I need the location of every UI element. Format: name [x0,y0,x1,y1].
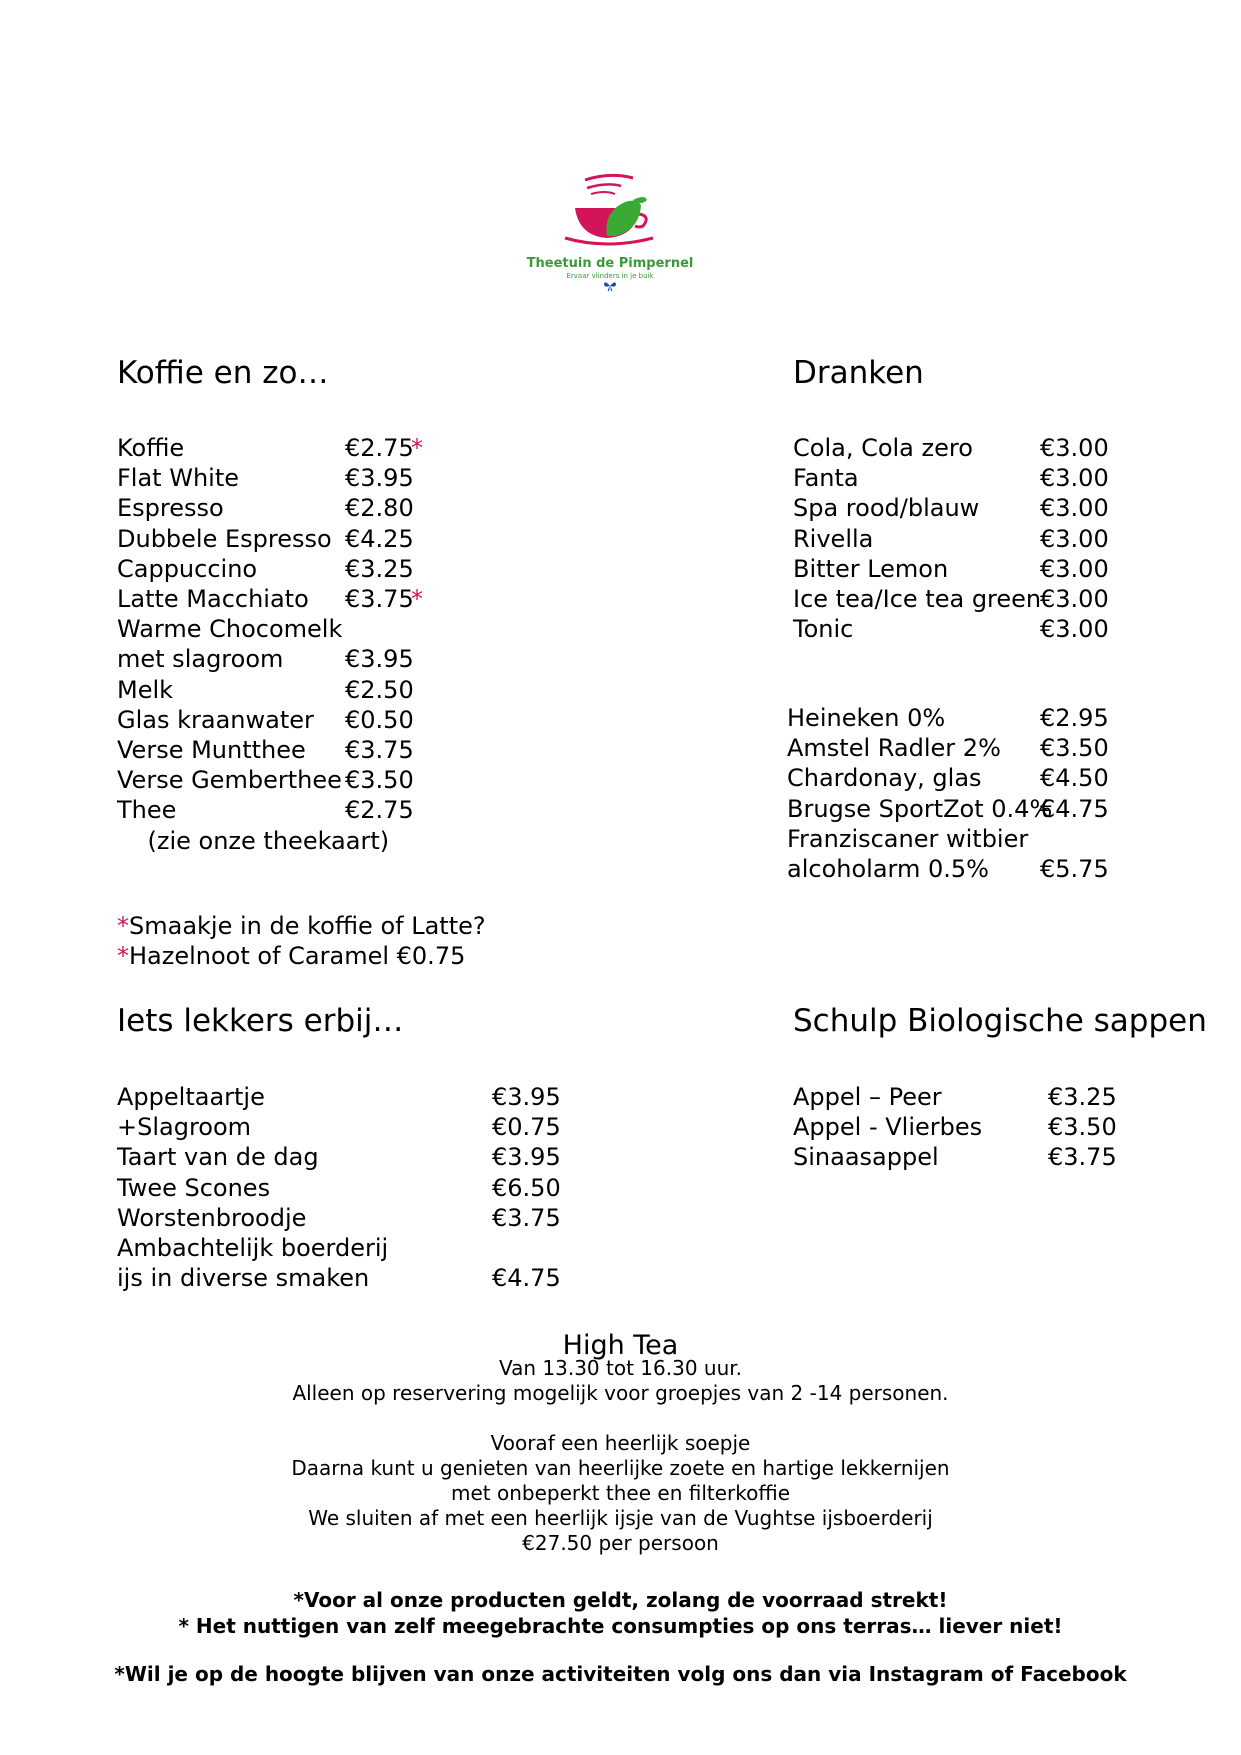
menu-item [793,614,1160,644]
menu-item [117,705,465,735]
high-tea-line: met onbeperkt thee en filterkoffie [451,1481,790,1505]
menu-item-name: Appeltaartje [117,1083,265,1111]
menu-item-price: €5.75 [1040,855,1109,883]
menu-item-name: Cola, Cola zero [793,434,973,462]
menu-item-price: €4.25 [345,524,414,553]
menu-item-name: Appel - Vlierbes [793,1113,983,1142]
menu-item-price: €3.25 [345,554,414,583]
menu-item [117,554,465,584]
menu-item [117,675,465,705]
high-tea-line: We sluiten af met een heerlijk ijsje van de Vughtse ijsboerderij [308,1506,933,1530]
high-tea-line: Vooraf een heerlijk soepje [490,1431,751,1455]
menu-item-name: Latte Macchiato [117,585,309,613]
menu-item [787,794,1160,824]
menu-item-name: Flat White [117,464,240,493]
menu-item-price: €3.00 [1040,434,1109,462]
asterisk-mark: * [411,585,423,613]
menu-item-name: ijs in diverse smaken [117,1264,370,1293]
menu-item [793,554,1160,584]
menu-item-name: Chardonay, glas [787,764,982,793]
menu-item-price: €3.75 [492,1203,561,1232]
menu-item-name: Fanta [793,464,859,493]
menu-item-name: (zie onze theekaart) [117,826,390,855]
menu-item-price: €0.75 [492,1113,561,1142]
menu-item-price: €3.50 [1040,734,1109,763]
flavor-note-text: Smaakje in de koffie of Latte? [129,912,486,940]
menu-item-name: Tonic [793,615,854,644]
menu-item-price: €3.50 [345,766,414,795]
menu-item-price: €3.95 [492,1083,561,1111]
menu-item-price: €4.75 [1040,794,1109,823]
menu-item-name: Rivella [793,524,874,553]
menu-item [787,824,1160,854]
asterisk-mark: * [117,942,129,970]
menu-item [117,1082,612,1112]
menu-item [117,1142,612,1172]
menu-item [793,493,1160,523]
lekkers-title: Iets lekkers erbij… [117,1003,404,1039]
menu-item [117,614,465,644]
menu-item [793,584,1160,614]
menu-item-name: Cappuccino [117,554,258,583]
menu-item-price: €4.50 [1040,764,1109,793]
menu-item-price: €2.75 [345,796,414,825]
menu-item [793,524,1160,554]
brand-tagline: Ervaar vlinders in je buik [520,272,700,292]
menu-item-price: €3.25 [1048,1083,1117,1111]
menu-item-name: Glas kraanwater [117,705,314,734]
asterisk-mark: * [411,434,423,462]
menu-item-price: €3.00 [1040,464,1109,493]
menu-item-name: Franziscaner witbier [787,824,1029,853]
menu-item-name: Appel – Peer [793,1083,942,1111]
high-tea-title: High Tea [562,1330,679,1361]
high-tea-line: Daarna kunt u genieten van heerlijke zoete en hartige lekkernijen [291,1456,950,1480]
menu-item-price: €3.00 [1040,585,1109,613]
menu-item-price: €6.50 [492,1173,561,1202]
menu-item [787,733,1160,763]
menu-item-name: Warme Chocomelk [117,615,343,644]
menu-item-name: Koffie [117,434,185,462]
flavor-note [117,942,465,970]
menu-item-name: Sinaasappel [793,1143,939,1172]
koffie-title: Koffie en zo… [117,355,329,391]
menu-item [117,644,465,674]
menu-item-name: Melk [117,675,174,704]
menu-item [117,1112,612,1142]
menu-item [793,1082,1168,1112]
menu-item-name: Ambachtelijk boerderij [117,1234,389,1262]
menu-item-price: €3.00 [1040,524,1109,553]
menu-item-price: €2.75 [345,434,414,462]
menu-item [117,584,465,614]
menu-item [117,433,465,463]
menu-item [117,1233,612,1263]
menu-item [117,493,465,523]
menu-item-name: Amstel Radler 2% [787,734,1001,763]
menu-item-price: €3.95 [492,1143,561,1172]
menu-item-name: Verse Gemberthee [117,766,342,795]
asterisk-mark: * [117,912,129,940]
sappen-title: Schulp Biologische sappen [793,1003,1207,1039]
menu-item-price: €3.75 [1048,1143,1117,1172]
menu-item [117,1173,612,1203]
footer-notice-stock: *Voor al onze producten geldt, zolang de voorraad strekt! [293,1588,948,1612]
menu-item [793,463,1160,493]
menu-item-name: Thee [117,796,177,825]
high-tea-line: Van 13.30 tot 16.30 uur. [498,1356,743,1380]
menu-item [117,1203,612,1233]
flavor-note [117,912,486,940]
dranken-title: Dranken [793,355,924,391]
menu-item-price: €3.00 [1040,494,1109,523]
menu-item [793,1142,1168,1172]
menu-item-name: Spa rood/blauw [793,494,980,523]
menu-item-price: €3.95 [345,464,414,493]
high-tea-line: Alleen op reservering mogelijk voor groepjes van 2 -14 personen. [292,1381,949,1405]
menu-item-name: met slagroom [117,645,284,674]
logo [520,172,700,292]
menu-item-name: Verse Muntthee [117,736,306,764]
menu-item-name: alcoholarm 0.5% [787,855,989,883]
menu-item-price: €2.50 [345,675,414,704]
menu-item [117,1263,612,1293]
menu-item-name: Twee Scones [117,1173,271,1202]
butterfly-icon [603,280,617,292]
menu-item-name: Bitter Lemon [793,554,949,583]
menu-item-price: €3.75 [345,585,414,613]
footer-notice-social: *Wil je op de hoogte blijven van onze activiteiten volg ons dan via Instagram of Facebook [114,1662,1127,1686]
menu-item-name: +Slagroom [117,1113,252,1142]
menu-item [117,735,465,765]
menu-item-price: €3.75 [345,736,414,764]
footer-notice-terrace: * Het nuttigen van zelf meegebrachte consumpties op ons terras… liever niet! [178,1614,1063,1638]
high-tea-line: €27.50 per persoon [522,1531,719,1555]
menu-item [117,463,465,493]
menu-item-price: €2.95 [1040,704,1109,732]
menu-item [117,524,465,554]
menu-item-name: Espresso [117,494,224,523]
menu-item-name: Heineken 0% [787,704,946,732]
menu-item [117,765,465,795]
menu-item-name: Taart van de dag [117,1143,319,1172]
menu-item [787,763,1160,793]
flavor-note-text: Hazelnoot of Caramel €0.75 [129,942,466,970]
menu-item-name: Dubbele Espresso [117,524,332,553]
menu-item-name: Worstenbroodje [117,1203,307,1232]
menu-item-price: €2.80 [345,494,414,523]
menu-item [117,826,465,856]
menu-item-name: Ice tea/Ice tea green [793,585,1042,613]
brand-name: Theetuin de Pimpernel [526,256,694,271]
menu-item [117,795,465,825]
menu-item-name: Brugse SportZot 0.4% [787,794,1053,823]
menu-item [793,1112,1168,1142]
menu-item-price: €3.95 [345,645,414,674]
teacup-logo-icon [555,172,665,252]
menu-item [793,433,1160,463]
menu-item-price: €4.75 [492,1264,561,1293]
menu-item [787,854,1160,884]
menu-item [787,703,1160,733]
menu-item-price: €0.50 [345,705,414,734]
menu-item-price: €3.00 [1040,615,1109,644]
menu-item-price: €3.00 [1040,554,1109,583]
menu-item-price: €3.50 [1048,1113,1117,1142]
